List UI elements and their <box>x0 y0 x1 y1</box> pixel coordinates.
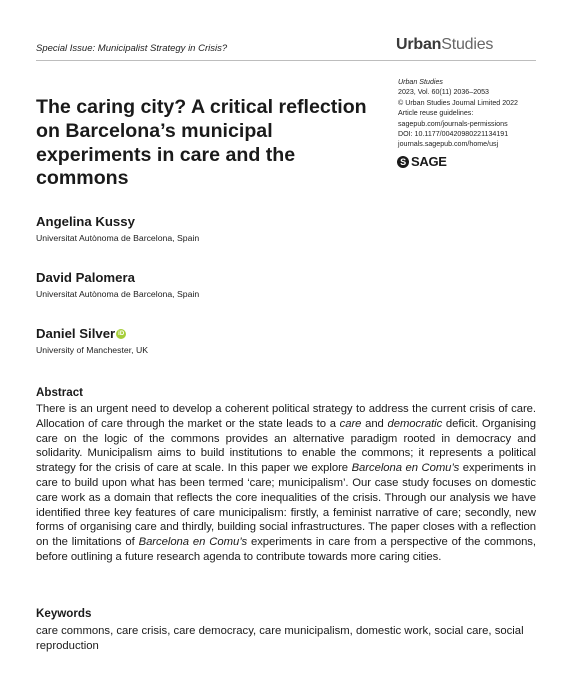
abstract-emphasis: Barcelona en Comu’s <box>138 536 248 549</box>
sage-logo-text: SAGE <box>411 154 447 169</box>
abstract-heading: Abstract <box>36 386 84 399</box>
author-name-row <box>36 326 148 341</box>
meta-volume: 2023, Vol. 60(11) 2036–2053 <box>398 88 489 97</box>
sage-logo <box>397 154 447 169</box>
article-title: The caring city? A critical reflection on Barcelona’s municipal experiments in care and the commons <box>36 96 367 190</box>
author-block <box>36 270 199 299</box>
meta-copyright: © Urban Studies Journal Limited 2022 <box>398 98 518 107</box>
author-name[interactable]: David Palomera <box>36 270 135 285</box>
abstract-emphasis: democratic <box>387 417 443 430</box>
meta-home-link[interactable]: journals.sagepub.com/home/usj <box>398 140 499 149</box>
author-block <box>36 326 148 355</box>
author-affiliation: Universitat Autònoma de Barcelona, Spain <box>36 289 200 299</box>
journal-logo <box>396 36 493 54</box>
abstract-text <box>36 402 536 565</box>
keywords-text: care commons, care crisis, care democracy, care municipalism, domestic work, social care, social reproduction <box>36 625 524 652</box>
meta-doi[interactable]: DOI: 10.1177/00420980221134191 <box>398 130 509 139</box>
author-affiliation: University of Manchester, UK <box>36 345 149 355</box>
article-metadata <box>398 77 568 150</box>
journal-logo-studies: Studies <box>441 36 494 53</box>
abstract-segment: experiments in care from a perspective of the commons, before outlining a future research agenda to contribute towards more caring cities. <box>36 536 536 563</box>
abstract-segment: experiments in care to build upon what has been termed ‘care; municipalism’. Our case study focuses on domestic care work as a domain that reflects the core inequalities of the crisis. Through our analysis we have identified three key features of care municipalism: firstly, a feminist narrative of care; secondly, new forms of organising care and thirdly, building social infrastructures. The paper closes with a reflection on the limitations of <box>36 462 536 549</box>
header-rule <box>36 60 536 61</box>
sage-logo-icon: S <box>397 156 409 168</box>
meta-reuse-link[interactable]: sagepub.com/journals-permissions <box>398 119 508 128</box>
author-block <box>36 214 199 243</box>
abstract-segment: There is an urgent need to develop a coherent political strategy to address the current crisis of care. Allocation of care through the market or the state leads to a <box>36 403 536 430</box>
meta-journal: Urban Studies <box>398 78 443 86</box>
author-name[interactable]: Angelina Kussy <box>36 214 135 229</box>
orcid-icon[interactable]: iD <box>118 330 125 337</box>
abstract-segment: deficit. Organising care on the logic of the commons provides an alternative paradigm rooted in democracy and solidarity. Municipalism aims to build institutions to enable the commons; it represents a political strategy for the crisis of care at scale. In this paper we explore <box>36 417 536 475</box>
abstract-segment: and <box>361 417 388 430</box>
abstract-emphasis: care <box>339 417 362 430</box>
special-issue-label: Special Issue: Municipalist Strategy in Crisis? <box>36 43 228 54</box>
journal-logo-urban: Urban <box>396 36 442 53</box>
abstract-emphasis: Barcelona en Comu’s <box>351 462 460 475</box>
keywords-heading: Keywords <box>36 607 92 620</box>
meta-reuse: Article reuse guidelines: <box>398 109 474 118</box>
author-name[interactable]: Daniel Silver <box>36 326 116 341</box>
author-affiliation: Universitat Autònoma de Barcelona, Spain <box>36 233 200 243</box>
